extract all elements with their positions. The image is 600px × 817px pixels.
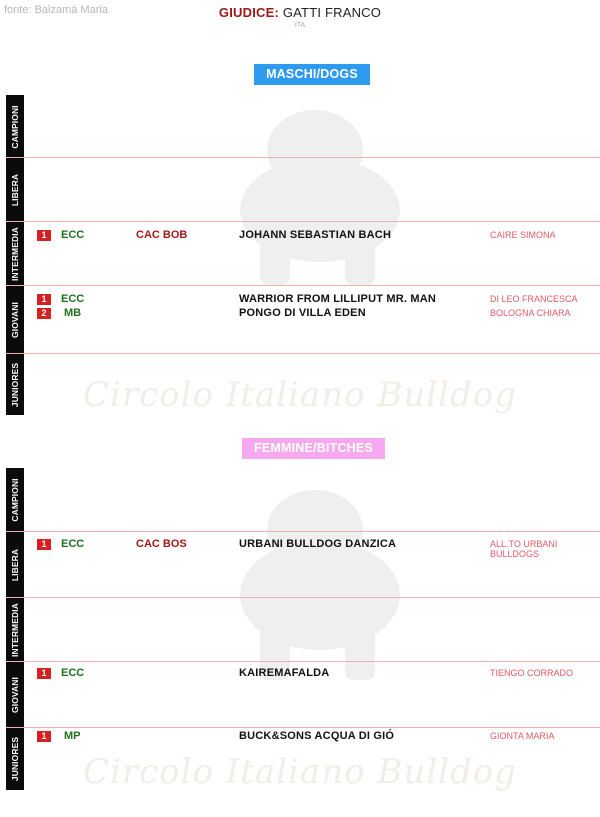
owner-name: BOLOGNA CHIARA: [490, 308, 571, 318]
class-block-females-juniores: [6, 728, 600, 790]
qualification: MB: [64, 307, 82, 319]
dog-name: PONGO DI VILLA EDEN: [239, 307, 366, 319]
result-row: [6, 731, 600, 745]
class-label: LIBERA: [6, 532, 24, 598]
result-row: [6, 668, 600, 682]
source-credit: fonte: Balzamà Maria: [4, 4, 108, 16]
owner-name: GIONTA MARIA: [490, 731, 555, 741]
qualification: ECC: [61, 293, 85, 305]
females-banner: FEMMINE/BITCHES: [242, 438, 385, 459]
position-badge: 1: [37, 539, 51, 550]
title-award: CAC BOS: [136, 538, 187, 550]
class-label: LIBERA: [6, 158, 24, 222]
class-block-females-campioni: [6, 468, 600, 532]
owner-name: TIENGO CORRADO: [490, 668, 574, 678]
result-row: [6, 538, 600, 559]
result-row: [6, 230, 600, 244]
judge-country: ITA: [294, 22, 306, 29]
owner-name: DI LEO FRANCESCA: [490, 294, 578, 304]
class-block-females-giovani: [6, 662, 600, 728]
class-label: JUNIORES: [6, 728, 24, 790]
title-award: CAC BOB: [136, 229, 188, 241]
qualification: ECC: [61, 229, 85, 241]
class-label: JUNIORES: [6, 354, 24, 415]
class-block-females-libera: [6, 532, 600, 598]
position-badge: 1: [37, 230, 51, 241]
judge-name: GATTI FRANCO: [282, 5, 382, 20]
watermark-text-male: Circolo Italiano Bulldog: [83, 375, 517, 415]
qualification: ECC: [61, 538, 85, 550]
males-banner: MASCHI/DOGS: [254, 64, 370, 85]
position-badge: 1: [37, 294, 51, 305]
class-label: CAMPIONI: [6, 95, 24, 158]
class-label: GIOVANI: [6, 286, 24, 354]
qualification: MP: [64, 730, 81, 742]
dog-name: BUCK&SONS ACQUA DI GIÓ: [239, 730, 395, 742]
class-label: CAMPIONI: [6, 468, 24, 532]
qualification: ECC: [61, 667, 85, 679]
judge-label: GIUDICE:: [218, 5, 280, 20]
class-block-males-juniores: [6, 354, 600, 415]
owner-name: ALL.TO URBANI BULLDOGS: [490, 539, 558, 559]
dog-name: URBANI BULLDOG DANZICA: [239, 538, 397, 550]
result-row: [6, 308, 600, 322]
class-label: GIOVANI: [6, 662, 24, 728]
class-block-males-libera: [6, 158, 600, 222]
class-label: INTERMEDIA: [6, 222, 24, 286]
result-row: [6, 294, 600, 308]
position-badge: 1: [37, 731, 51, 742]
position-badge: 2: [37, 308, 51, 319]
dog-name: WARRIOR FROM LILLIPUT MR. MAN: [239, 293, 437, 305]
class-block-males-campioni: [6, 95, 600, 158]
dog-name: JOHANN SEBASTIAN BACH: [239, 229, 392, 241]
watermark-text-female: Circolo Italiano Bulldog: [83, 752, 517, 792]
position-badge: 1: [37, 668, 51, 679]
owner-name: CAIRE SIMONA: [490, 230, 556, 240]
class-block-females-intermedia: [6, 598, 600, 662]
class-block-males-intermedia: [6, 222, 600, 286]
class-block-males-giovani: [6, 286, 600, 354]
judge-header: [0, 5, 600, 20]
dog-name: KAIREMAFALDA: [239, 667, 330, 679]
class-label: INTERMEDIA: [6, 598, 24, 662]
